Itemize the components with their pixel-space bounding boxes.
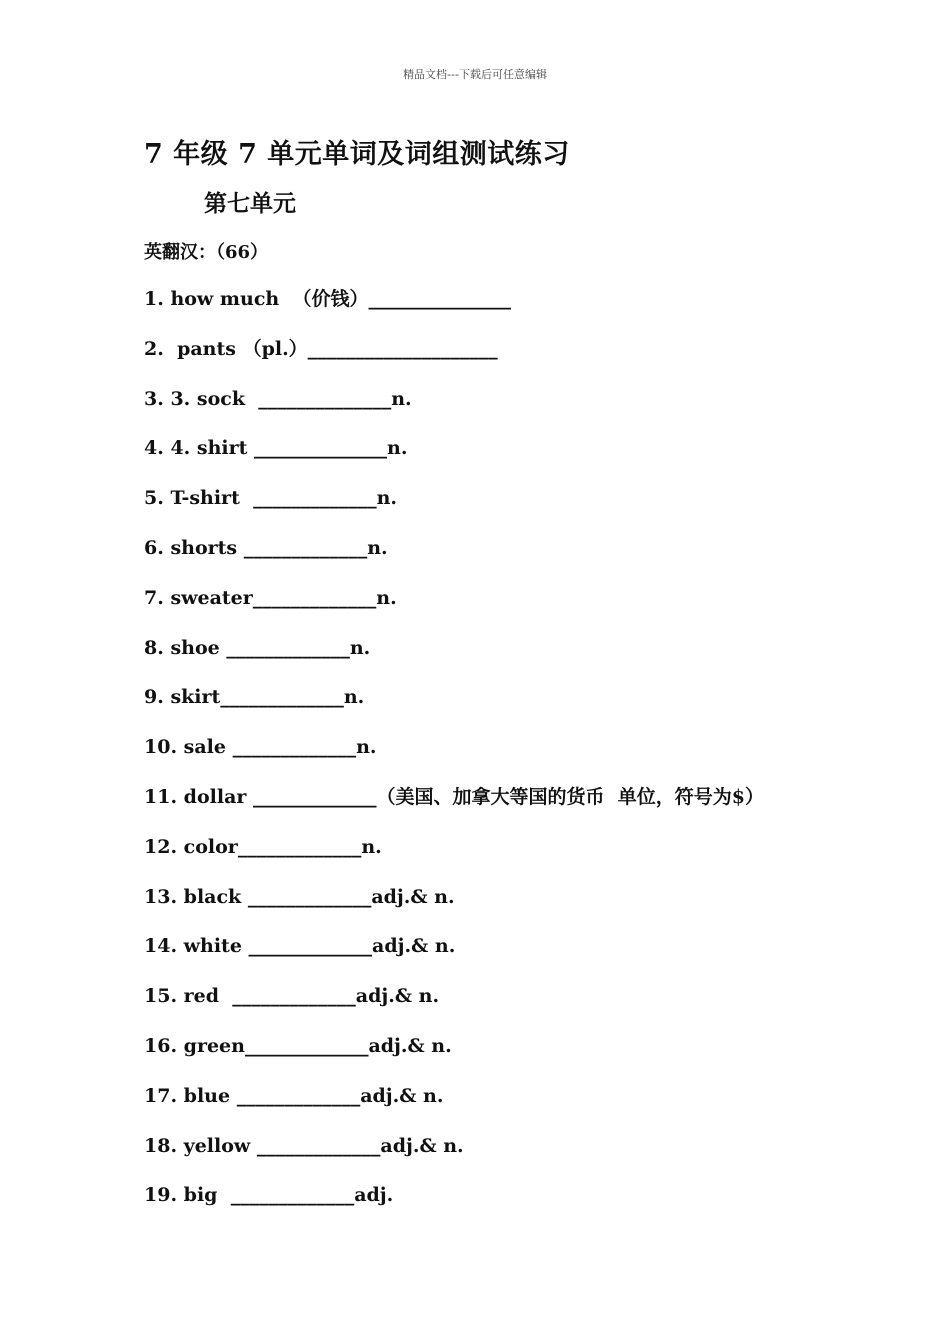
- list-item: [144, 1034, 764, 1084]
- list-item: [144, 486, 764, 536]
- list-item: [144, 536, 764, 586]
- section-label: 英翻汉：（66）: [144, 242, 269, 263]
- list-item: [144, 984, 764, 1034]
- item-text: 1. how much （价钱）_______________: [144, 288, 511, 310]
- list-item: [144, 1183, 764, 1233]
- item-text: 19. big _____________adj.: [144, 1184, 394, 1207]
- list-item: [144, 1084, 764, 1134]
- item-text: 4. 4. shirt ______________n.: [144, 437, 408, 460]
- item-text: 3. 3. sock ______________n.: [144, 387, 412, 410]
- item-text: 10. sale _____________n.: [144, 736, 377, 759]
- item-text: 5. T-shirt _____________n.: [144, 487, 398, 510]
- list-item: [144, 387, 764, 437]
- list-item: [144, 785, 764, 835]
- item-text: 11. dollar _____________（美国、加拿大等国的货币 单位，符号为$）: [144, 785, 764, 808]
- list-item: [144, 835, 764, 885]
- list-item: [144, 636, 764, 686]
- item-text: 18. yellow _____________adj.& n.: [144, 1134, 464, 1157]
- list-item: [144, 287, 764, 337]
- item-text: 14. white _____________adj.& n.: [144, 935, 456, 958]
- list-item: [144, 885, 764, 935]
- list-item: [144, 685, 764, 735]
- list-item: [144, 586, 764, 636]
- item-text: 6. shorts _____________n.: [144, 536, 388, 559]
- item-text: 8. shoe _____________n.: [144, 636, 371, 659]
- item-text: 2. pants （pl.）____________________: [144, 337, 498, 360]
- item-text: 15. red _____________adj.& n.: [144, 985, 440, 1008]
- list-item: [144, 934, 764, 984]
- unit-subtitle: 第七单元: [204, 190, 296, 217]
- item-text: 16. green_____________adj.& n.: [144, 1034, 452, 1057]
- item-text: 12. color_____________n.: [144, 835, 382, 858]
- item-text: 9. skirt_____________n.: [144, 686, 365, 709]
- list-item: [144, 1134, 764, 1184]
- item-text: 17. blue _____________adj.& n.: [144, 1084, 444, 1107]
- item-text: 7. sweater_____________n.: [144, 586, 397, 609]
- list-item: [144, 436, 764, 486]
- vocabulary-list: [144, 287, 764, 1233]
- list-item: [144, 735, 764, 785]
- page-title: 7 年级 7 单元单词及词组测试练习: [144, 139, 570, 170]
- page-header-note: 精品文档---下载后可任意编辑: [403, 68, 547, 81]
- item-text: 13. black _____________adj.& n.: [144, 885, 455, 908]
- list-item: [144, 337, 764, 387]
